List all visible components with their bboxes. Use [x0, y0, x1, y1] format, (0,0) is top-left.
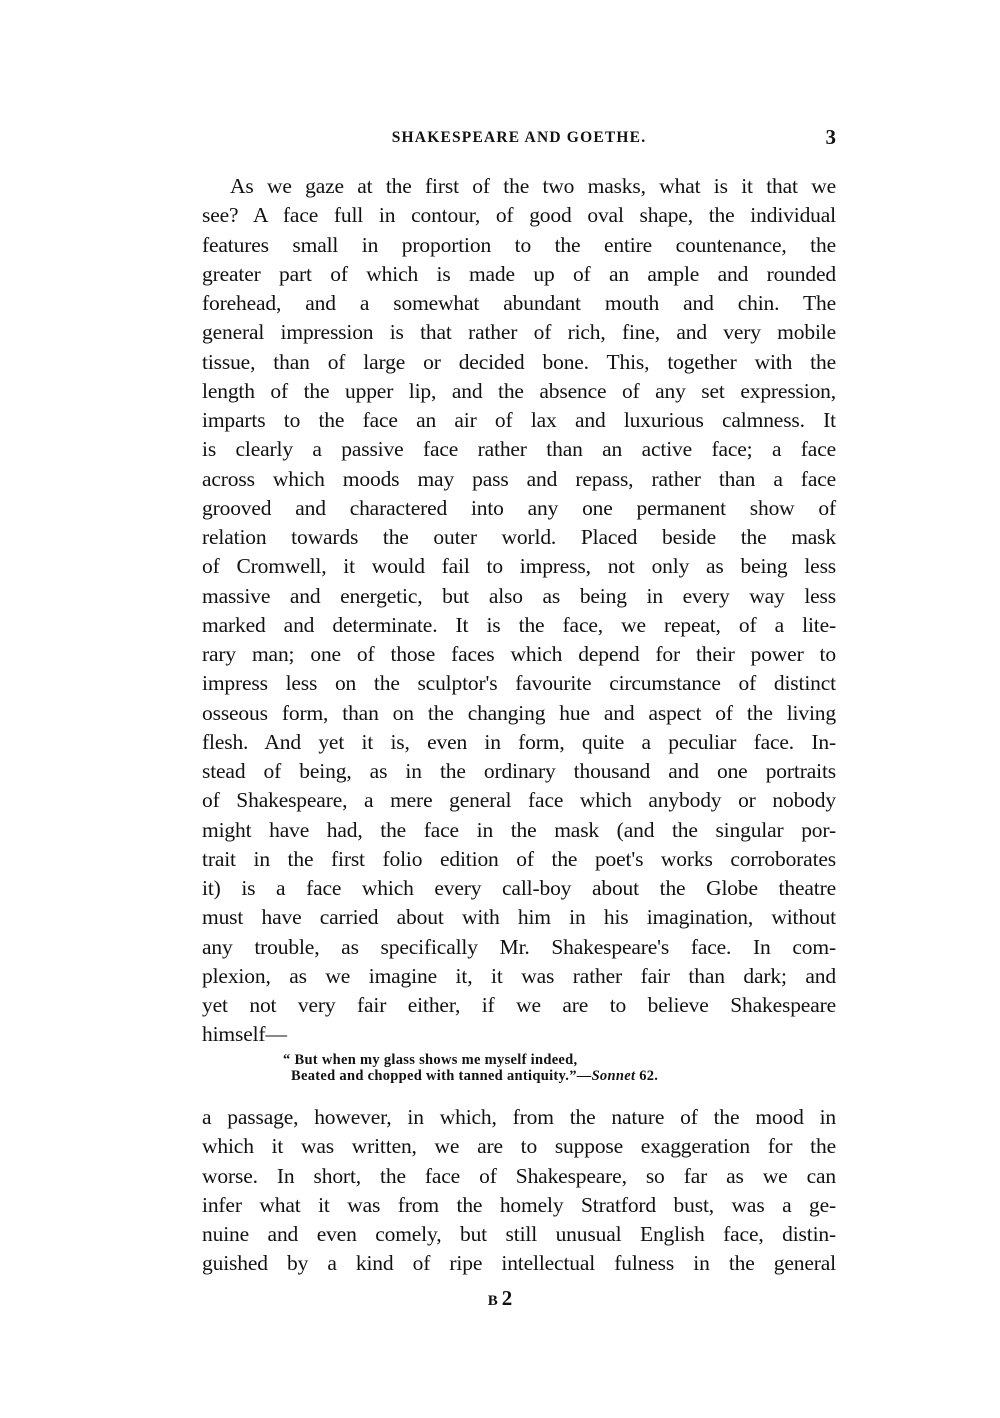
quotation-line-1: “ But when my glass shows me myself indeed, — [283, 1052, 578, 1068]
text-line: imparts to the face an air of lax and luxurious calmness. It — [202, 408, 836, 432]
running-title: SHAKESPEARE AND GOETHE. — [391, 129, 647, 146]
quotation-text: Beated and chopped with tanned antiquity.”— — [291, 1068, 592, 1084]
text-line: it) is a face which every call-boy about the Globe theatre — [202, 876, 836, 900]
text-line: trait in the first folio edition of the poet's works corroborates — [202, 846, 836, 871]
text-line: any trouble, as specifically Mr. Shakespeare's face. In com- — [202, 934, 836, 959]
text-line: relation towards the outer world. Placed beside the mask — [202, 525, 836, 549]
text-line: impress less on the sculptor's favourite circumstance of distinct — [202, 671, 836, 696]
text-line: massive and energetic, but also as being in every way less — [202, 583, 836, 608]
quotation-line-2 — [283, 1068, 658, 1084]
text-line: marked and determinate. It is the face, we repeat, of a lite- — [202, 612, 836, 637]
text-line: forehead, and a somewhat abundant mouth and chin. The — [202, 291, 836, 315]
signature-letter: B — [487, 1293, 498, 1309]
signature-mark — [0, 1286, 1000, 1311]
text-line: stead of being, as in the ordinary thousand and one portraits — [202, 759, 836, 783]
text-line: rary man; one of those faces which depend for their power to — [202, 642, 836, 666]
text-line: guished by a kind of ripe intellectual fulness in the general — [202, 1251, 836, 1276]
text-line: flesh. And yet it is, even in form, quite a peculiar face. In- — [202, 729, 836, 754]
text-line: plexion, as we imagine it, it was rather fair than dark; and — [202, 963, 836, 988]
text-line: is clearly a passive face rather than an active face; a face — [202, 437, 836, 462]
running-head — [202, 127, 836, 151]
text-line: which it was written, we are to suppose exaggeration for the — [202, 1134, 836, 1159]
text-line: general impression is that rather of rich, fine, and very mobile — [202, 320, 836, 345]
text-line: might have had, the face in the mask (and the singular por- — [202, 817, 836, 842]
page-number: 3 — [825, 125, 836, 149]
text-line: of Cromwell, it would fail to impress, not only as being less — [202, 554, 836, 579]
text-line: across which moods may pass and repass, rather than a face — [202, 466, 836, 491]
text-line: As we gaze at the first of the two masks, what is it that we — [230, 174, 836, 198]
text-line: see? A face full in contour, of good oval shape, the individual — [202, 203, 836, 228]
text-line: grooved and charactered into any one permanent show of — [202, 495, 836, 520]
text-line: nuine and even comely, but still unusual English face, distin- — [202, 1222, 836, 1246]
block-quotation — [283, 1052, 658, 1084]
text-line: worse. In short, the face of Shakespeare, so far as we can — [202, 1163, 836, 1188]
text-line: greater part of which is made up of an ample and rounded — [202, 261, 836, 286]
paragraph-1 — [202, 172, 836, 1050]
text-line: features small in proportion to the entire countenance, the — [202, 232, 836, 257]
quotation-source-title: Sonnet — [591, 1068, 636, 1084]
paragraph-2 — [202, 1103, 836, 1279]
text-line: length of the upper lip, and the absence of any set expression, — [202, 378, 836, 403]
text-line: must have carried about with him in his imagination, without — [202, 905, 836, 930]
text-line: of Shakespeare, a mere general face which anybody or nobody — [202, 788, 836, 813]
text-line: a passage, however, in which, from the nature of the mood in — [202, 1105, 836, 1129]
text-line: infer what it was from the homely Stratford bust, was a ge- — [202, 1192, 836, 1217]
text-line: tissue, than of large or decided bone. This, together with the — [202, 349, 836, 374]
text-line: himself— — [202, 1022, 287, 1047]
text-line: yet not very fair either, if we are to believe Shakespeare — [202, 993, 836, 1017]
signature-number: 2 — [501, 1286, 513, 1310]
quotation-source-number: 62. — [635, 1068, 659, 1084]
text-line: osseous form, than on the changing hue and aspect of the living — [202, 700, 836, 725]
